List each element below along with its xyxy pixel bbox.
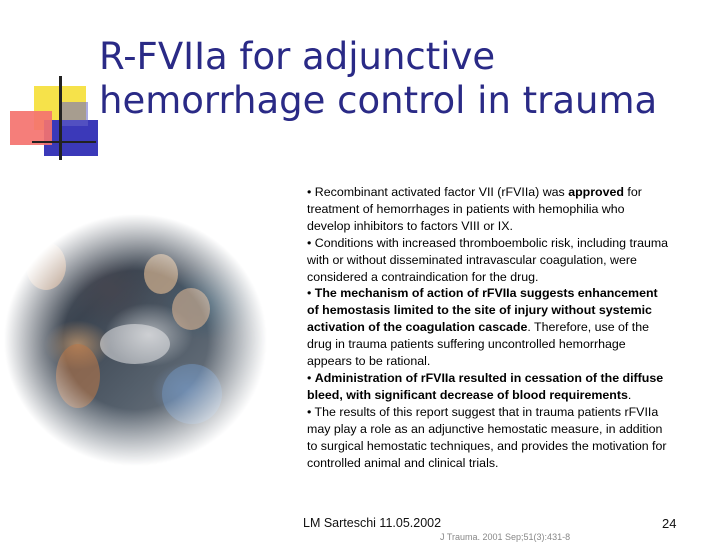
slide-title: R-FVIIa for adjunctive hemorrhage control in trauma xyxy=(99,35,658,122)
citation-text: J Trauma. 2001 Sep;51(3):431-8 xyxy=(440,532,571,542)
photo-figure xyxy=(56,344,100,408)
photo-figure xyxy=(100,324,170,364)
decor-vertical-line xyxy=(59,76,62,160)
photo-figure xyxy=(144,254,178,294)
bullet-contraindication: • Conditions with increased thromboembolic risk, including trauma with or without disseminated intravascular coagulation, were considered a contraindication for the drug. xyxy=(307,235,669,284)
decor-blue-overlay xyxy=(62,102,88,126)
decor-red-square xyxy=(10,111,52,145)
bullet-approval: • Recombinant activated factor VII (rFVIIa) was approved for treatment of hemorrhages in patients with hemophilia who develop inhibitors to factors VIII or IX. xyxy=(307,185,642,233)
bullet-administration: • Administration of rFVIIa resulted in cessation of the diffuse bleed, with significant decrease of blood requirements. xyxy=(307,370,664,402)
photo-figure xyxy=(172,288,210,330)
bullet-results: • The results of this report suggest that in trauma patients rFVIIa may play a role as an adjunctive hemostatic measure, in addition to surgical hemostatic techniques, and provides the motivation for controlled animal and clinical trials. xyxy=(307,404,667,470)
bold-text: Administration of rFVIIa resulted in cessation of the diffuse bleed, with significant decrease of blood requirements xyxy=(307,370,664,402)
bold-text: approved xyxy=(568,185,624,199)
bullet-mechanism: • The mechanism of action of rFVIIa suggests enhancement of hemostasis limited to the site of injury without systemic activation of the coagulation cascade. Therefore, use of the drug in trauma patients suffering uncontrolled hemorrhage appears to be rational. xyxy=(307,286,658,369)
footer-author-date: LM Sarteschi 11.05.2002 xyxy=(303,516,442,530)
page-number: 24 xyxy=(662,516,677,531)
trauma-team-photo xyxy=(4,214,267,466)
bold-text: The mechanism of action of rFVIIa suggests enhancement of hemostasis limited to the site of injury without systemic activation of the coagulation cascade xyxy=(307,286,658,335)
bullet-list xyxy=(307,184,669,471)
photo-figure xyxy=(162,364,222,424)
decor-horizontal-line xyxy=(32,141,96,143)
photo-figure xyxy=(26,242,66,290)
